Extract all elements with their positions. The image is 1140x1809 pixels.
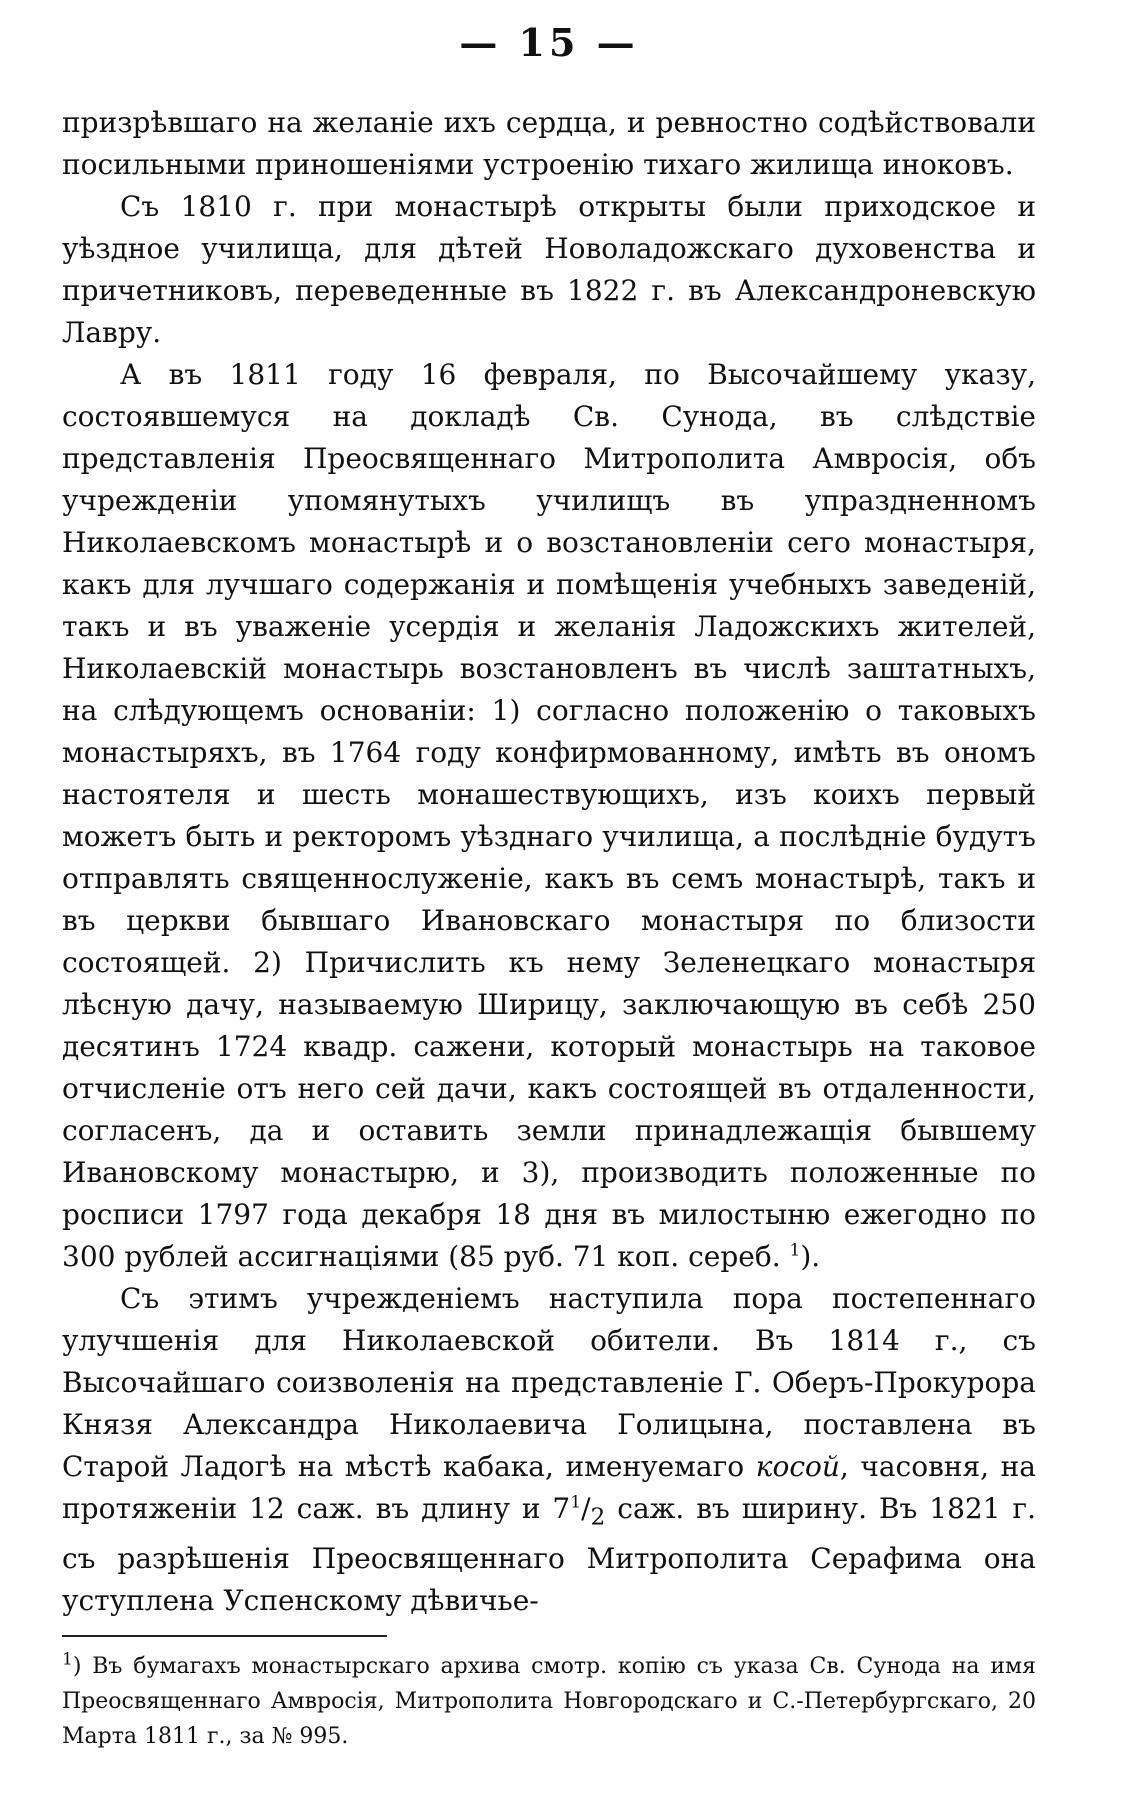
paragraph-4-text-a: Съ этимъ учрежденіемъ наступила пора постепеннаго улучшенія для Николаевской обители. Въ 1814 г., съ Высочайшаго соизволенія на представленіе Г. Оберъ-Прокурора Князя Александра Николаевича Голицына, поставлена въ Старой Ладогѣ на мѣстѣ кабака, именуемаго [62,1282,1036,1483]
paragraph-4-text-c: саж. въ ширину. Въ 1821 г. съ разрѣшенія Преосвященнаго Митрополита Серафима она уступлена Успенскому дѣвичье- [62,1492,1037,1617]
paragraph-4-text-b: , часовня, на протяженіи 12 саж. въ длину и 7 [62,1450,1036,1525]
paragraph-2: Съ 1810 г. при монастырѣ открыты были приходское и уѣздное училища, для дѣтей Новоладожскаго духовенства и причетниковъ, переведенные въ 1822 г. въ Александроневскую Лавру. [62,190,1036,349]
paragraph-3-end: ). [800,1240,821,1273]
body-text [62,102,1036,1622]
page-number: — 15 — [459,20,639,65]
paragraph-4: Съ этимъ учрежденіемъ наступила пора постепеннаго улучшенія для Николаевской обители. Въ 1814 г., съ Высочайшаго соизволенія на представленіе Г. Оберъ-Прокурора Князя Александра Николаевича Голицына, поставлена въ Старой Ладогѣ на мѣстѣ кабака, именуемаго косой, часовня, на протяженіи 12 саж. въ длину и $7^1/_2$ саж. въ ширину. Въ 1821 г. съ разрѣшенія Преосвященнаго Митрополита Серафима она уступлена Успенскому дѣвичье- [62,1282,1037,1617]
paragraph-3 [62,354,1036,1278]
footnote-text: ) Въ бумагахъ монастырскаго архива смотр. копію съ указа Св. Сунода на имя Преосвященнаго Амвросія, Митрополита Новгородскаго и С.-Петербургскаго, 20 Марта 1811 г., за № 995. [62,1653,1036,1749]
paragraph-1: призрѣвшаго на желаніе ихъ сердца, и ревностно содѣйствовали посильными приношеніями устроенію тихаго жилища иноковъ. [62,106,1036,181]
fraction-numerator: 1 [570,1492,582,1513]
footnotes [62,1649,1036,1754]
document-page [62,0,1036,1754]
fraction-denominator: 2 [590,1502,606,1531]
footnote-1 [62,1649,1036,1754]
italic-word: косой [755,1450,840,1483]
paragraph-3-text: А въ 1811 году 16 февраля, по Высочайшему указу, состоявшемуся на докладѣ Св. Сунода, въ слѣдствіе представленія Преосвященнаго Митрополита Амвросія, объ учрежденіи упомянутыхъ училищъ въ упраздненномъ Николаевскомъ монастырѣ и о возстановленіи сего монастыря, какъ для лучшаго содержанія и помѣщенія учебныхъ заведеній, такъ и въ уваженіе усердія и желанія Ладожскихъ жителей, Николаевскій монастырь возстановленъ въ числѣ заштатныхъ, на слѣдующемъ основаніи: 1) согласно положенію о таковыхъ монастыряхъ, въ 1764 году конфирмованному, имѣть въ ономъ настоятеля и шесть монашествующихъ, изъ коихъ первый можетъ быть и ректоромъ уѣзднаго училища, а послѣдніе будутъ отправлять священнослуженіе, какъ въ семъ монастырѣ, такъ и въ церкви бывшаго Ивановскаго монастыря по близости состоящей. 2) Причислить къ нему Зеленецкаго монастыря лѣсную дачу, называемую Ширицу, заключающую въ себѣ 250 десятинъ 1724 квадр. сажени, который монастырь на таковое отчисленіе отъ него сей дачи, какъ состоящей въ отдаленности, согласенъ, да и оставить земли принадлежащія бывшему Ивановскому монастырю, и 3), производить положенные по росписи 1797 года декабря 18 дня въ милостыню ежегодно по 300 рублей ассигнаціями (85 руб. 71 коп. сереб. [62,358,1036,1273]
footnote-divider [62,1635,387,1637]
footnote-reference: 1 [789,1240,801,1261]
footnote-mark: 1 [62,1649,73,1670]
